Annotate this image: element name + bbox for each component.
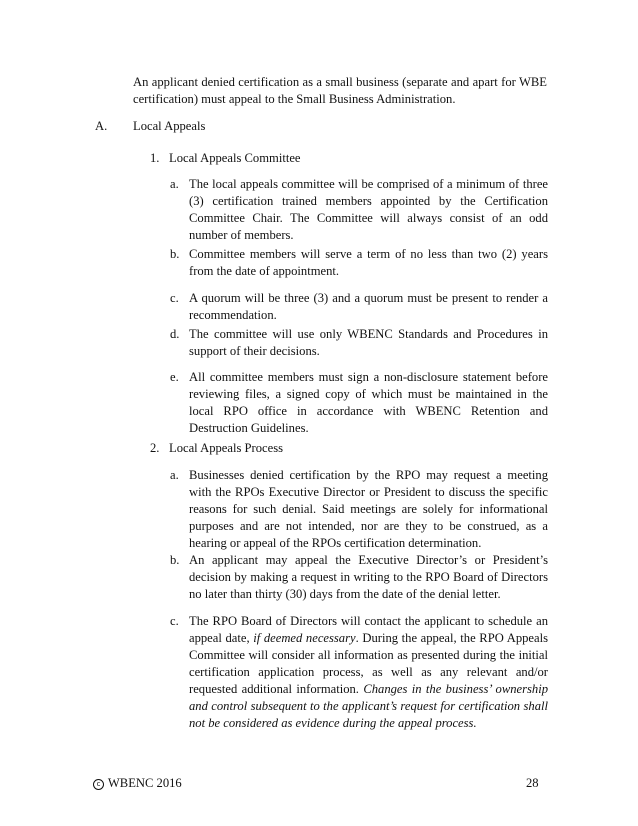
section-title: Local Appeals [133, 119, 206, 133]
copyright-text: WBENC 2016 [107, 776, 182, 790]
subsection-title: Local Appeals Process [169, 441, 284, 455]
item-letter: c. [170, 291, 179, 305]
page-number: 28 [526, 776, 539, 790]
section-letter: A. [95, 119, 108, 133]
item-text: An applicant may appeal the Executive Director’s or President’s decision by making a request in writing to the RPO Board of Directors no later than thirty (30) days from the date of the denial letter. [189, 553, 548, 601]
item-text-part: The RPO Board of Directors will contact the applicant to schedule an appeal date, [189, 614, 548, 645]
item-letter: c. [170, 614, 179, 628]
subsection-number: 1. [150, 151, 160, 165]
item-letter: d. [170, 327, 180, 341]
item-text-italic: if deemed necessary [253, 631, 356, 645]
item-text-italic: Changes in the business’ ownership and control subsequent to the applicant’s request for certification shall not be considered as evidence during the appeal process. [189, 682, 548, 730]
item-text-part: . During the appeal, the RPO Appeals Committee will consider all information as presented during the initial certification application process, as well as any relevant and/or requested additional information. [189, 631, 548, 696]
intro-paragraph: An applicant denied certification as a small business (separate and apart for WBE certification) must appeal to the Small Business Administration. [133, 75, 547, 106]
item-letter: e. [170, 370, 179, 384]
item-text: Committee members will serve a term of no less than two (2) years from the date of appointment. [189, 247, 548, 278]
item-text: Businesses denied certification by the RPO may request a meeting with the RPOs Executive Director or President to discuss the specific reasons for such denial. Said meetings are solely for informational purposes and are not intended, nor are they to be construed, as a hearing or appeal of the RPOs certification determination. [189, 468, 548, 550]
subsection-number: 2. [150, 441, 160, 455]
item-text: The committee will use only WBENC Standards and Procedures in support of their decisions. [189, 327, 548, 358]
item-letter: a. [170, 468, 179, 482]
item-text: The local appeals committee will be comprised of a minimum of three (3) certification trained members appointed by the Certification Committee Chair. The Committee will always consist of an odd number of members. [189, 177, 548, 242]
item-text: All committee members must sign a non-disclosure statement before reviewing files, a signed copy of which must be maintained in the local RPO office in accordance with WBENC Retention and Destruction Guidelines. [189, 370, 548, 435]
item-letter: b. [170, 247, 180, 261]
copyright-icon: c [93, 779, 104, 790]
subsection-title: Local Appeals Committee [169, 151, 301, 165]
item-letter: b. [170, 553, 180, 567]
item-text [189, 613, 548, 732]
item-text: A quorum will be three (3) and a quorum must be present to render a recommendation. [189, 291, 548, 322]
footer-copyright [93, 775, 182, 792]
item-letter: a. [170, 177, 179, 191]
